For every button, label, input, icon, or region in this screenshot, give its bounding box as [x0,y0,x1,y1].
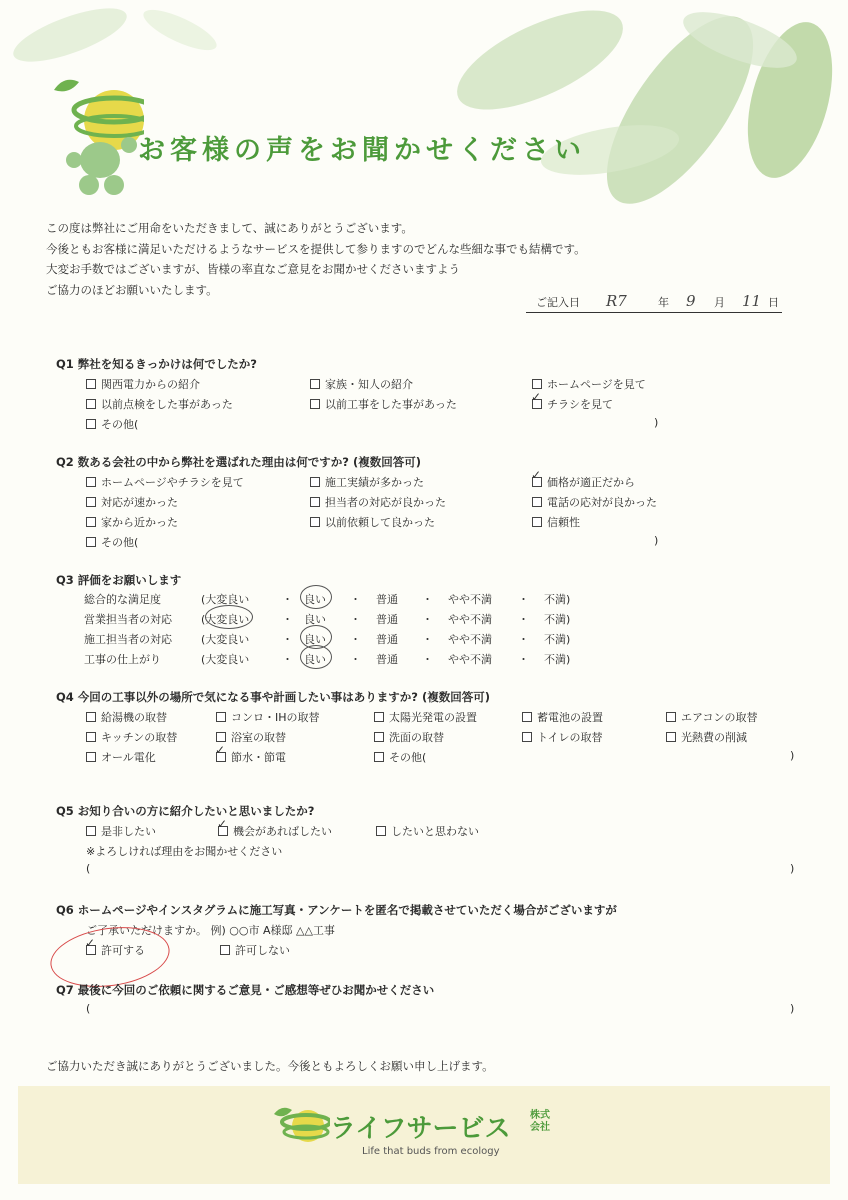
page-title: お客様の声をお聞かせください [138,135,586,166]
date-day-label: 日 [768,296,779,309]
checkbox[interactable] [220,945,230,955]
scale-very-good[interactable]: (大変良い [201,613,250,626]
check-mark-icon: ✓ [531,390,542,404]
q5-option-checked[interactable]: 機会があればしたい [218,823,332,839]
scale-very-good[interactable]: (大変良い [201,593,250,606]
checkbox[interactable] [310,399,320,409]
checkbox[interactable] [666,712,676,722]
scale-normal[interactable]: 普通 [376,593,398,606]
q2-option[interactable]: 担当者の対応が良かった [310,494,446,510]
scale-dot: ・ [422,613,433,626]
open-paren: ( [86,1002,91,1015]
scale-dot: ・ [282,593,293,606]
q3-title: Q3 評価をお願いします [56,573,182,587]
q7-title: Q7 最後に今回のご依頼に関するご意見・ご感想等ぜひお聞かせください [56,983,435,997]
date-day-value: 11 [742,292,762,310]
scale-dissatisfied[interactable]: 不満) [544,593,571,606]
checkbox[interactable] [86,497,96,507]
checkbox[interactable] [86,419,96,429]
selection-circle [300,585,332,609]
checkbox[interactable] [86,477,96,487]
selection-circle [300,645,332,669]
date-era-value: R7 [606,292,627,310]
q2-option[interactable]: その他( [86,534,138,550]
q3-row-label: 総合的な満足度 [84,593,161,606]
scale-dot: ・ [518,593,529,606]
q2-option[interactable]: 家から近かった [86,514,178,530]
q1-option[interactable]: 関西電力からの紹介 [86,376,200,392]
q5-title: Q5 お知り合いの方に紹介したいと思いましたか? [56,804,315,818]
checkbox[interactable] [216,732,226,742]
q4-option[interactable]: 太陽光発電の設置 [374,709,477,725]
checkbox[interactable] [532,379,542,389]
q4-option[interactable]: オール電化 [86,749,156,765]
checkbox[interactable] [374,712,384,722]
q4-title: Q4 今回の工事以外の場所で気になる事や計画したい事はありますか? (複数回答可) [56,690,490,704]
q1-option[interactable]: 家族・知人の紹介 [310,376,413,392]
scale-dot: ・ [350,633,361,646]
q3-row-label: 工事の仕上がり [84,653,161,666]
q3-row-label: 営業担当者の対応 [84,613,172,626]
date-year-label: 年 [658,296,669,309]
q4-option[interactable]: 給湯機の取替 [86,709,167,725]
q4-option[interactable]: 浴室の取替 [216,729,286,745]
scale-dot: ・ [518,653,529,666]
q2-title: Q2 数ある会社の中から弊社を選ばれた理由は何ですか? (複数回答可) [56,455,421,469]
scale-dot: ・ [282,653,293,666]
intro-line: ご協力のほどお願いいたします。 [46,282,218,297]
mascot-icon [34,60,144,200]
tagline: Life that buds from ecology [362,1146,500,1157]
q6-subtitle: ご了承いただけますか。 例) ○○市 A様邸 △△工事 [86,924,335,937]
q6-option-checked[interactable]: 許可する [86,942,145,958]
q2-option[interactable]: 対応が速かった [86,494,178,510]
scale-good[interactable]: 良い [304,593,326,606]
checkbox[interactable] [532,517,542,527]
q2-option[interactable]: 電話の応対が良かった [532,494,657,510]
checkbox[interactable] [86,399,96,409]
q2-option-checked[interactable]: 価格が適正だから [532,474,635,490]
q2-option[interactable]: 施工実績が多かった [310,474,424,490]
scale-dot: ・ [350,593,361,606]
q1-option[interactable]: その他( [86,416,138,432]
scale-dot: ・ [422,633,433,646]
date-month-value: 9 [686,292,696,310]
checkbox[interactable] [310,379,320,389]
scale-normal[interactable]: 普通 [376,613,398,626]
scale-good[interactable]: 良い [304,653,326,666]
scale-good[interactable]: 良い [304,613,326,626]
scale-normal[interactable]: 普通 [376,653,398,666]
q6-title: Q6 ホームページやインスタグラムに施工写真・アンケートを匿名で掲載させていただく場合がございますが [56,903,617,917]
q1-option-checked[interactable]: チラシを見て [532,396,613,412]
company-suffix [530,1110,550,1134]
logo-icon [270,1100,330,1150]
company-suffix-line: 会社 [530,1122,550,1133]
intro-text [46,218,586,300]
scale-slightly-dissatisfied[interactable]: やや不満 [448,593,492,606]
intro-line: 今後ともお客様に満足いただけるようなサービスを提供して参りますのでどんな些細な事でも結構です。 [46,241,586,256]
thanks-message: ご協力いただき誠にありがとうございました。今後ともよろしくお願い申し上げます。 [46,1059,494,1073]
q1-title: Q1 弊社を知るきっかけは何でしたか? [56,357,257,371]
checkbox[interactable] [666,732,676,742]
checkbox[interactable] [310,497,320,507]
scale-slightly-dissatisfied[interactable]: やや不満 [448,653,492,666]
company-name: ライフサービス [330,1114,511,1144]
company-suffix-line: 株式 [530,1110,550,1121]
scale-very-good[interactable]: (大変良い [201,633,250,646]
checkbox[interactable] [374,732,384,742]
scale-dot: ・ [422,653,433,666]
q4-option-checked[interactable]: 節水・節電 [216,749,286,765]
close-paren: ) [790,749,795,762]
checkbox[interactable] [86,517,96,527]
scale-dot: ・ [518,633,529,646]
q4-option[interactable]: 光熱費の削減 [666,729,747,745]
q1-option[interactable]: 以前工事をした事があった [310,396,457,412]
scale-slightly-dissatisfied[interactable]: やや不満 [448,613,492,626]
selection-circle [205,605,253,629]
scale-dot: ・ [350,613,361,626]
q4-option[interactable]: 蓄電池の設置 [522,709,603,725]
checkbox[interactable] [522,712,532,722]
scale-dissatisfied[interactable]: 不満) [544,653,571,666]
scale-dot: ・ [518,613,529,626]
close-paren: ) [790,1002,795,1015]
checkbox[interactable] [86,379,96,389]
checkbox[interactable] [86,826,96,836]
scale-dissatisfied[interactable]: 不満) [544,633,571,646]
scale-dot: ・ [282,633,293,646]
scale-dot: ・ [282,613,293,626]
q5-note: ※よろしければ理由をお聞かせください [86,845,283,858]
close-paren: ) [790,862,795,875]
q2-option[interactable]: 以前依頼して良かった [310,514,435,530]
date-label: ご記入日 [536,296,580,309]
open-paren: ( [86,862,91,875]
scale-slightly-dissatisfied[interactable]: やや不満 [448,633,492,646]
scale-dissatisfied[interactable]: 不満) [544,613,571,626]
checkbox[interactable] [86,712,96,722]
q1-option[interactable]: 以前点検をした事があった [86,396,233,412]
scale-normal[interactable]: 普通 [376,633,398,646]
q6-option[interactable]: 許可しない [220,942,290,958]
check-mark-icon: ✓ [531,468,542,482]
checkbox[interactable] [522,732,532,742]
checkbox[interactable] [86,537,96,547]
q2-option[interactable]: ホームページやチラシを見て [86,474,244,490]
close-paren: ) [654,534,659,547]
date-field[interactable] [526,292,782,313]
intro-line: 大変お手数ではございますが、皆様の率直なご意見をお聞かせくださいますよう [46,262,460,276]
q4-option[interactable]: 洗面の取替 [374,729,444,745]
q1-option[interactable]: ホームページを見て [532,376,646,392]
q5-option[interactable]: 是非したい [86,823,156,839]
checkbox[interactable] [310,517,320,527]
q5-option[interactable]: したいと思わない [376,823,479,839]
q4-option[interactable]: エアコンの取替 [666,709,757,725]
q4-option[interactable]: キッチンの取替 [86,729,177,745]
check-mark-icon: ✓ [85,936,96,950]
intro-line: この度は弊社にご用命をいただきまして、誠にありがとうございます。 [46,221,413,235]
q4-option[interactable]: その他( [374,749,426,765]
checkbox[interactable] [532,497,542,507]
checkbox[interactable] [374,752,384,762]
checkbox[interactable] [86,732,96,742]
check-mark-icon: ✓ [215,743,226,757]
checkbox[interactable] [310,477,320,487]
checkbox[interactable] [86,752,96,762]
q4-option[interactable]: コンロ・IHの取替 [216,709,320,725]
checkbox[interactable] [376,826,386,836]
check-mark-icon: ✓ [217,817,228,831]
q3-row-label: 施工担当者の対応 [84,633,172,646]
scale-dot: ・ [422,593,433,606]
q4-option[interactable]: トイレの取替 [522,729,602,745]
scale-good[interactable]: 良い [304,633,326,646]
scale-very-good[interactable]: (大変良い [201,653,250,666]
close-paren: ) [654,416,659,429]
checkbox[interactable] [216,712,226,722]
q2-option[interactable]: 信頼性 [532,514,580,530]
scale-dot: ・ [350,653,361,666]
date-month-label: 月 [714,296,725,309]
